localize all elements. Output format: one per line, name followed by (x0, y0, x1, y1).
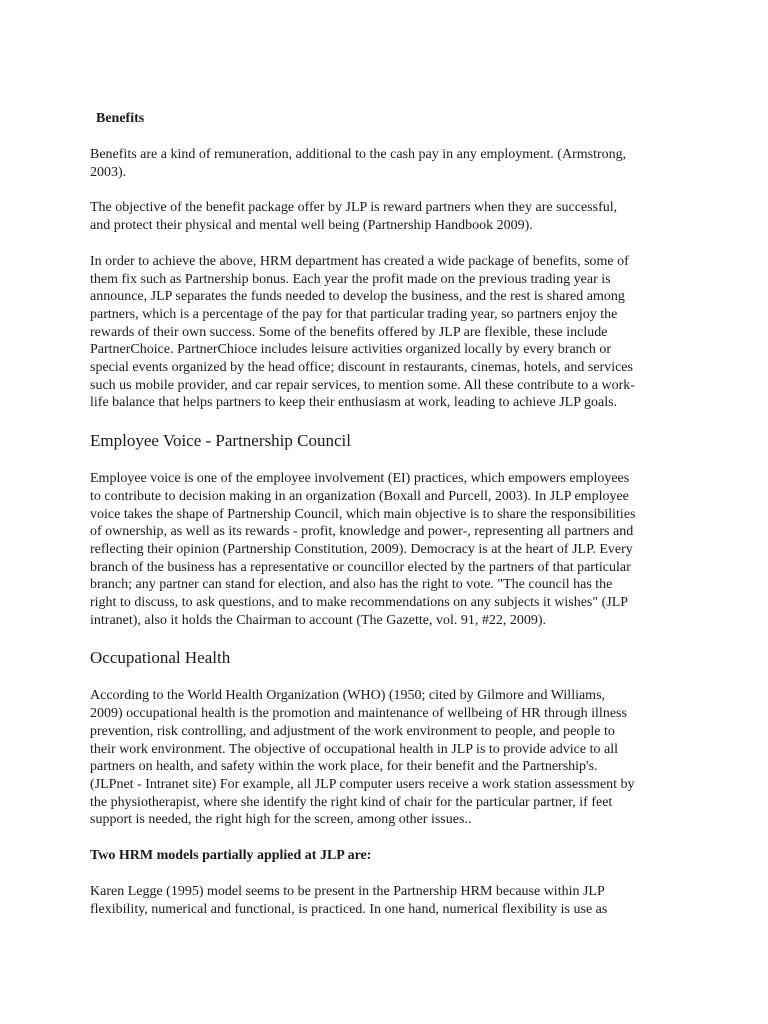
employee-voice-heading: Employee Voice - Partnership Council (90, 431, 351, 451)
hrm-models-paragraph: Karen Legge (1995) model seems to be present in the Partnership HRM because within JLP flexibility, numerical and functional, is practiced. In one hand, numerical flexibility is use as (90, 884, 608, 917)
hrm-models-heading: Two HRM models partially applied at JLP are: (90, 848, 372, 864)
occupational-health-paragraph: According to the World Health Organization (WHO) (1950; cited by Gilmore and Williams, 2009) occupational health is the promotion and maintenance of wellbeing of HR through illness prevention, risk controlling, and adjustment of the work environment to people, and people to their work environment. The objective of occupational health in JLP is to provide advice to all partners on health, and safety within the work place, for their benefit and the Partnership's. (JLPnet - Intranet site) For example, all JLP computer users receive a work station assessment by the physiotherapist, where she identify the right kind of chair for the particular partner, if feet support is needed, the right high for the screen, among other issues.. (90, 688, 635, 828)
benefits-paragraph-3: In order to achieve the above, HRM department has created a wide package of benefits, some of them fix such as Partnership bonus. Each year the profit made on the previous trading year is announce, JLP separates the funds needed to develop the business, and the rest is shared among partners, which is a percentage of the pay for that particular trading year, so partners enjoy the rewards of their own success. Some of the benefits offered by JLP are flexible, these include PartnerChoice. PartnerChioce includes leisure activities organized locally by every branch or special events organized by the head office; discount in restaurants, cinemas, hotels, and services such us mobile provider, and car repair services, to mention some. All these contribute to a work- life balance that helps partners to keep their enthusiasm at work, leading to achieve JLP goals. (90, 253, 635, 411)
benefits-paragraph-2: The objective of the benefit package offer by JLP is reward partners when they are successful, and protect their physical and mental well being (Partnership Handbook 2009). (90, 200, 618, 234)
benefits-paragraph-1: Benefits are a kind of remuneration, additional to the cash pay in any employment. (Armstrong, 2003). (90, 147, 627, 180)
document-page (90, 110, 690, 937)
employee-voice-paragraph: Employee voice is one of the employee involvement (EI) practices, which empowers employees to contribute to decision making in an organization (Boxall and Purcell, 2003). In JLP employee voice takes the shape of Partnership Council, which main objective is to share the responsibilities of ownership, as well as its rewards - profit, knowledge and power-, representing all partners and reflecting their opinion (Partnership Constitution, 2009). Democracy is at the heart of JLP. Every branch of the business has a representative or councillor elected by the partners of that particular branch; any partner can stand for election, and also has the right to vote. "The council has the right to discuss, to ask questions, and to make recommendations on any subjects it wishes" (JLP intranet), also it holds the Chairman to account (The Gazette, vol. 91, #22, 2009). (90, 471, 636, 628)
occupational-health-heading: Occupational Health (90, 648, 231, 668)
benefits-heading: Benefits (96, 111, 145, 126)
